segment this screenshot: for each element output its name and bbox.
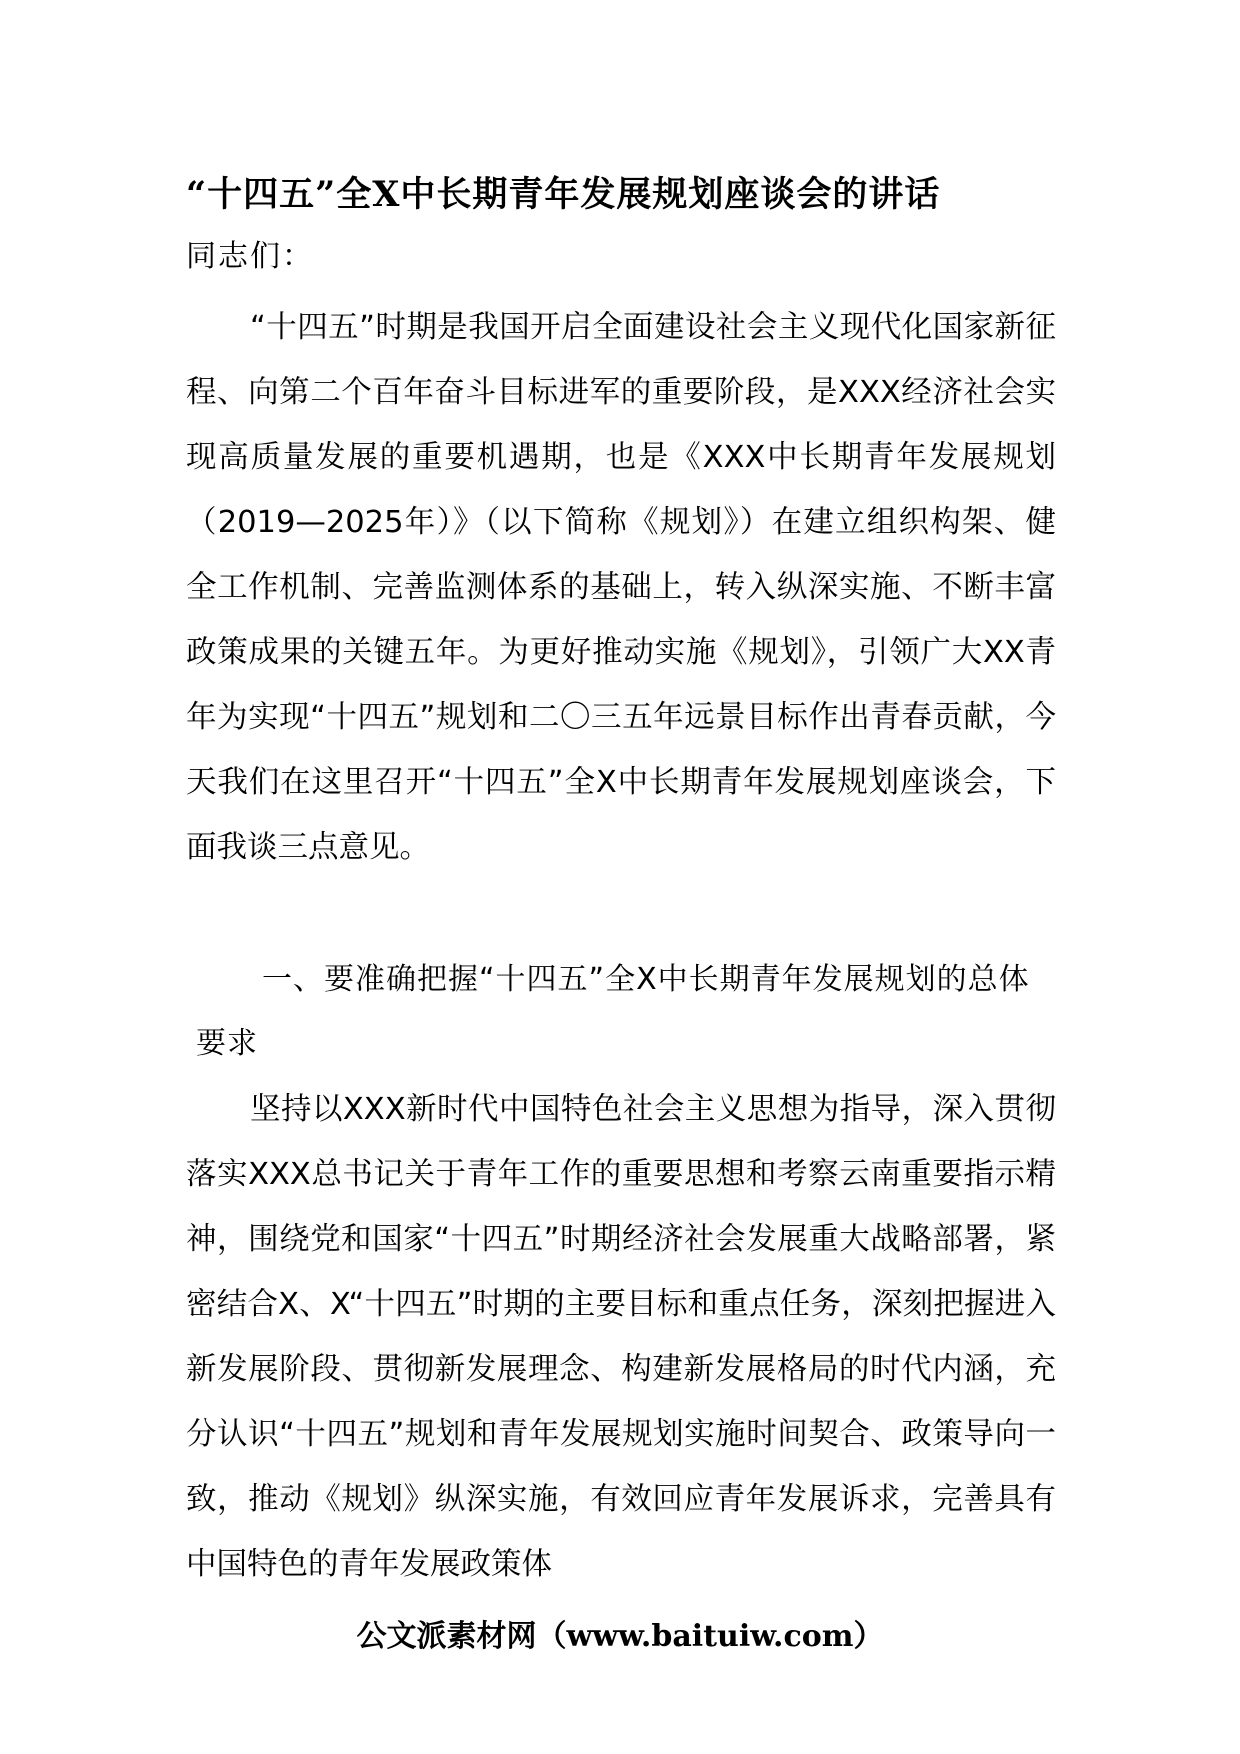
footer-watermark: 公文派素材网（www.baituiw.com） bbox=[356, 1619, 884, 1654]
paragraph-body: 坚持以XXX新时代中国特色社会主义思想为指导，深入贯彻落实XXX总书记关于青年工作的重要思想和考察云南重要指示精神，围绕党和国家“十四五”时期经济社会发展重大战略部署，紧密结合X、X“十四五”时期的主要目标和重点任务，深刻把握进入新发展阶段、贯彻新发展理念、构建新发展格局的时代内涵，充分认识“十四五”规划和青年发展规划实施时间契合、政策导向一致，推动《规划》纵深实施，有效回应青年发展诉求，完善具有中国特色的青年发展政策体 bbox=[186, 1092, 1056, 1582]
section-heading: 一、要准确把握“十四五”全X中长期青年发展规划的总体要求 bbox=[196, 962, 1030, 1061]
paragraph-intro: “十四五”时期是我国开启全面建设社会主义现代化国家新征程、向第二个百年奋斗目标进军的重要阶段，是XXX经济社会实现高质量发展的重要机遇期，也是《XXX中长期青年发展规划（2019—2025年）》（以下简称《规划》）在建立组织构架、健全工作机制、完善监测体系的基础上，转入纵深实施、不断丰富政策成果的关键五年。为更好推动实施《规划》，引领广大XX青年为实现“十四五”规划和二〇三五年远景目标作出青春贡献，今天我们在这里召开“十四五”全X中长期青年发展规划座谈会，下面我谈三点意见。 bbox=[186, 310, 1056, 865]
salutation: 同志们： bbox=[186, 239, 314, 274]
document-title: “十四五”全X中长期青年发展规划座谈会的讲话 bbox=[186, 174, 941, 215]
